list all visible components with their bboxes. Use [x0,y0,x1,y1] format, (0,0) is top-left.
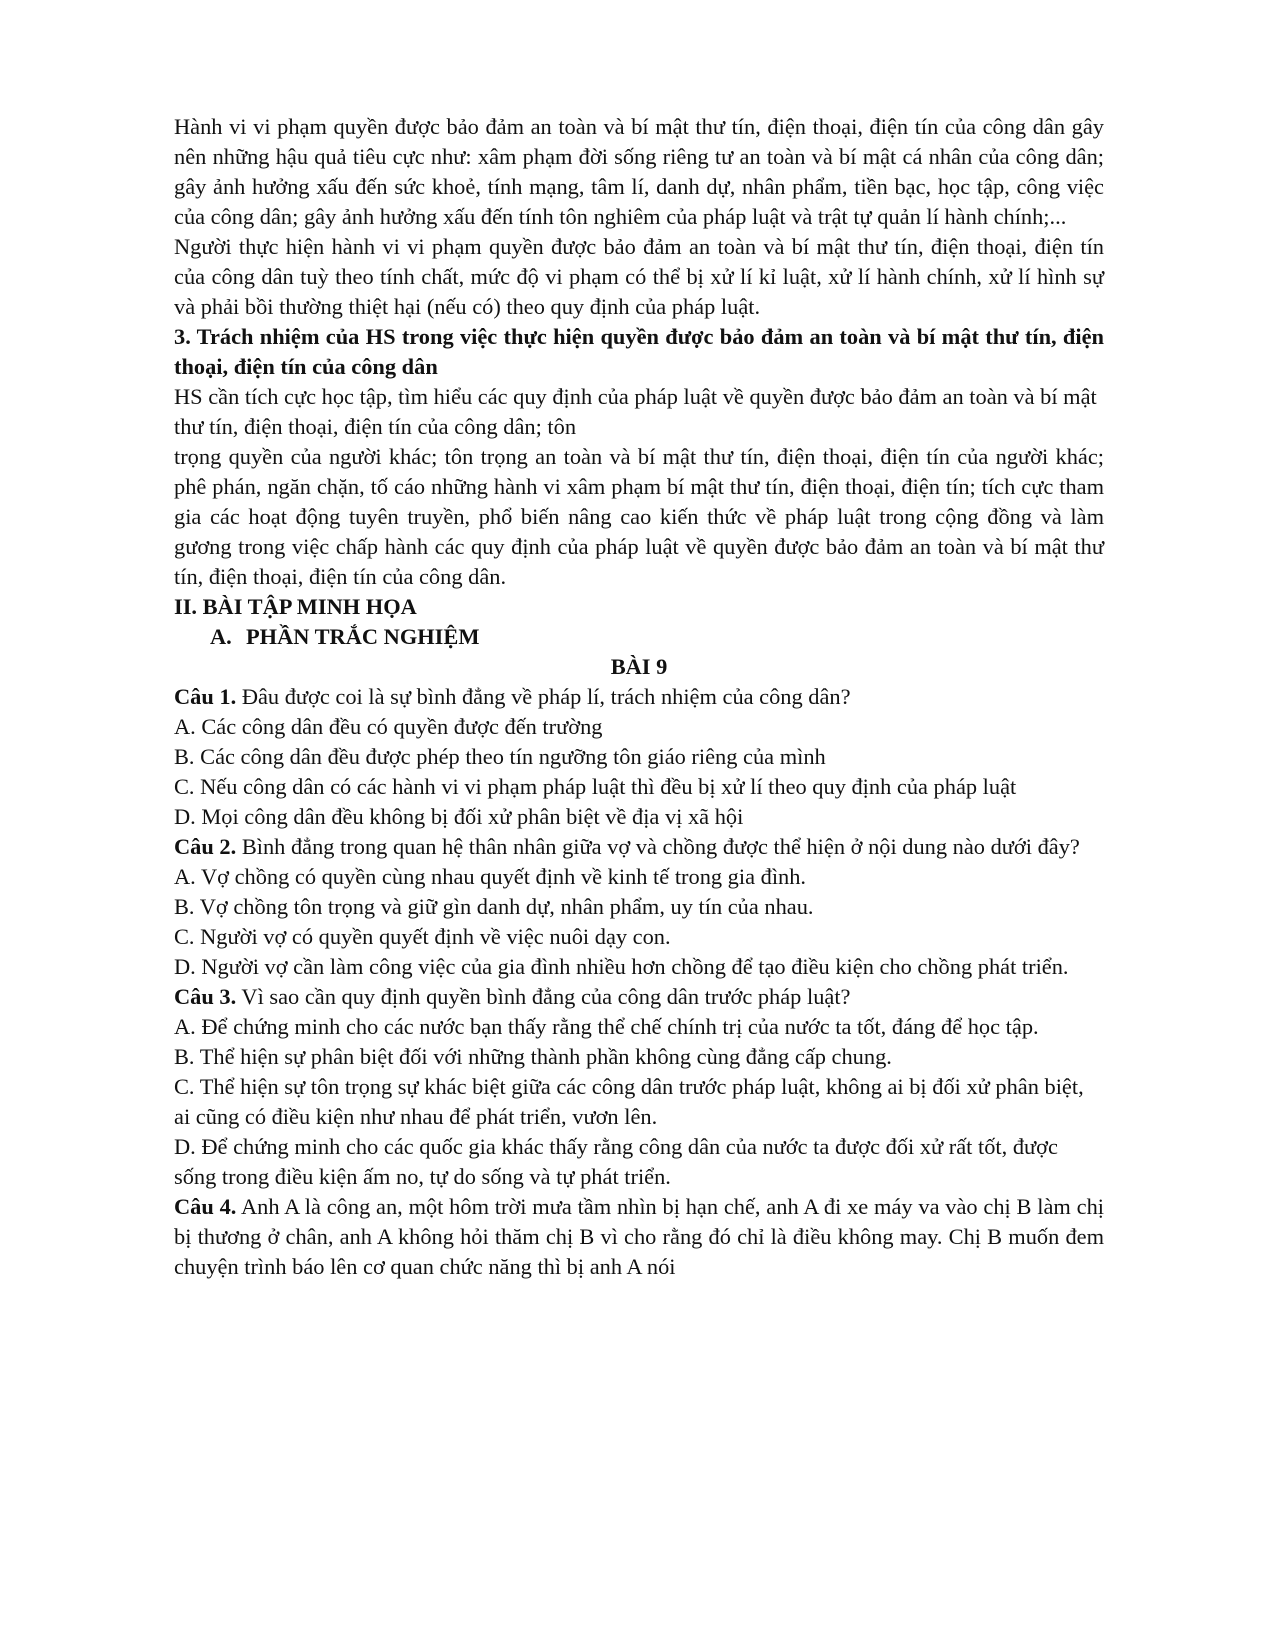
paragraph-responsibility-part1: HS cần tích cực học tập, tìm hiểu các quy định của pháp luật về quyền được bảo đảm an toàn và bí mật thư tín, điện thoại, điện tín của công dân; tôn [174,384,1097,439]
answer-option: C. Nếu công dân có các hành vi vi phạm pháp luật thì đều bị xử lí theo quy định của pháp luật [174,774,1017,799]
question-4 [174,1192,1104,1282]
answer-option: A. Để chứng minh cho các nước bạn thấy rằng thể chế chính trị của nước ta tốt, đáng để học tập. [174,1014,1039,1039]
subsection-label: A. [210,624,232,649]
question-label: Câu 4. [174,1194,237,1219]
answer-option: A. Các công dân đều có quyền được đến trường [174,714,603,739]
answer-option: A. Vợ chồng có quyền cùng nhau quyết định về kinh tế trong gia đình. [174,864,807,889]
section-title: II. BÀI TẬP MINH HỌA [174,594,417,619]
question-text: Vì sao cần quy định quyền bình đẳng của công dân trước pháp luật? [236,984,851,1009]
answer-option: D. Mọi công dân đều không bị đối xử phân biệt về địa vị xã hội [174,804,744,829]
question-text: Bình đẳng trong quan hệ thân nhân giữa vợ và chồng được thể hiện ở nội dung nào dưới đây? [236,834,1080,859]
paragraph-consequences: Hành vi vi phạm quyền được bảo đảm an toàn và bí mật thư tín, điện thoại, điện tín của công dân gây nên những hậu quả tiêu cực như: xâm phạm đời sống riêng tư an toàn và bí mật cá nhân của công dân; gây ảnh hưởng xấu đến sức khoẻ, tính mạng, tâm lí, danh dự, nhân phẩm, tiền bạc, học tập, công việc của công dân; gây ảnh hưởng xấu đến tính tôn nghiêm của pháp luật và trật tự quản lí hành chính;... [174,114,1104,229]
question-3 [174,982,1104,1012]
question-label: Câu 3. [174,984,237,1009]
answer-option: B. Các công dân đều được phép theo tín ngưỡng tôn giáo riêng của mình [174,744,826,769]
question-text: Anh A là công an, một hôm trời mưa tầm nhìn bị hạn chế, anh A đi xe máy va vào chị B làm chị bị thương ở chân, anh A không hỏi thăm chị B vì cho rằng đó chỉ là điều không may. Chị B muốn đem chuyện trình báo lên cơ quan chức năng thì bị anh A nói [174,1194,1104,1279]
question-label: Câu 1. [174,684,237,709]
document-page [174,112,1104,1282]
answer-option: D. Để chứng minh cho các quốc gia khác thấy rằng công dân của nước ta được đối xử rất tốt, được sống trong điều kiện ấm no, tự do sống và tự phát triển. [174,1134,1058,1189]
answer-option: C. Người vợ có quyền quyết định về việc nuôi dạy con. [174,924,671,949]
answer-option: B. Thể hiện sự phân biệt đối với những thành phần không cùng đẳng cấp chung. [174,1044,892,1069]
subsection-text: PHẦN TRẮC NGHIỆM [246,624,480,649]
heading-student-responsibility: 3. Trách nhiệm của HS trong việc thực hiện quyền được bảo đảm an toàn và bí mật thư tín, điện thoại, điện tín của công dân [174,324,1104,379]
question-label: Câu 2. [174,834,237,859]
question-1 [174,682,1104,712]
paragraph-penalties: Người thực hiện hành vi vi phạm quyền được bảo đảm an toàn và bí mật thư tín, điện thoại, điện tín của công dân tuỳ theo tính chất, mức độ vi phạm có thể bị xử lí kỉ luật, xử lí hành chính, xử lí hình sự và phải bồi thường thiệt hại (nếu có) theo quy định của pháp luật. [174,234,1104,319]
answer-option: D. Người vợ cần làm công việc của gia đình nhiều hơn chồng để tạo điều kiện cho chồng phát triển. [174,954,1069,979]
paragraph-responsibility-part2: trọng quyền của người khác; tôn trọng an toàn và bí mật thư tín, điện thoại, điện tín của người khác; phê phán, ngăn chặn, tố cáo những hành vi xâm phạm bí mật thư tín, điện thoại, điện tín; tích cực tham gia các hoạt động tuyên truyền, phổ biến nâng cao kiến thức về pháp luật trong cộng đồng và làm gương trong việc chấp hành các quy định của pháp luật về quyền được bảo đảm an toàn và bí mật thư tín, điện thoại, điện tín của công dân. [174,444,1104,589]
answer-option: C. Thể hiện sự tôn trọng sự khác biệt giữa các công dân trước pháp luật, không ai bị đối xử phân biệt, ai cũng có điều kiện như nhau để phát triển, vươn lên. [174,1074,1084,1129]
answer-option: B. Vợ chồng tôn trọng và giữ gìn danh dự, nhân phẩm, uy tín của nhau. [174,894,814,919]
subsection-title [174,622,1104,652]
lesson-title: BÀI 9 [610,654,668,679]
question-list [174,682,1104,1282]
question-text: Đâu được coi là sự bình đẳng về pháp lí, trách nhiệm của công dân? [236,684,851,709]
question-2 [174,832,1104,862]
